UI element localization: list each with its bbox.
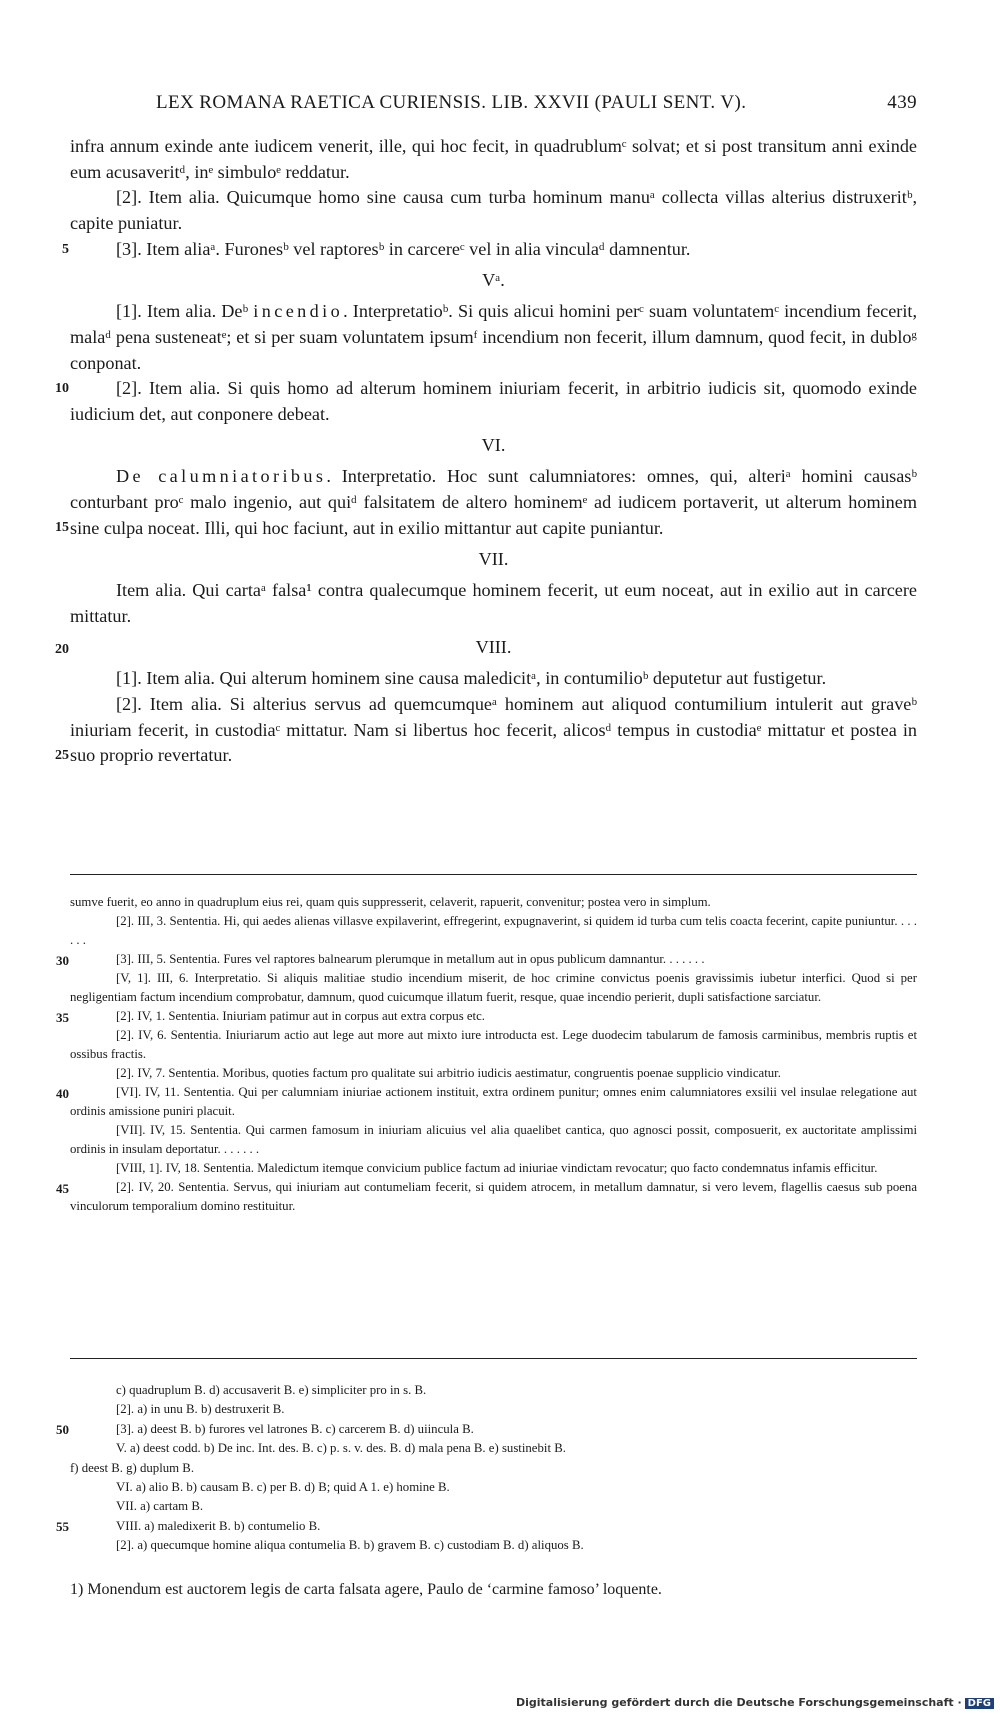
section-heading: VII. (478, 548, 509, 569)
line-number: 45 (56, 1181, 69, 1196)
paragraph: Item alia. Qui cartaᵃ falsa¹ contra qualecumque hominem fecerit, ut eum noceat, aut in exilio aut in carcere mittatur. (70, 580, 917, 626)
paragraph: 5 [3]. Item aliaᵃ. Furonesᵇ vel raptoresᵇ in carcereᶜ vel in alia vinculaᵈ damnentur. (70, 237, 917, 263)
paragraph: [1]. Item alia. Deᵇ incendio. Interpretatioᵇ. Si quis alicui homini perᶜ suam voluntatemᶜ incendium fecerit, malaᵈ pena susteneatᵉ; et si per suam voluntatem ipsumᶠ incendium non fecerit, illum damnum, quod fecit, in dubloᵍ conponat. (70, 301, 918, 373)
line-number: 35 (56, 1010, 69, 1025)
dfg-logo: DFG (965, 1698, 994, 1709)
line-number: 5 (62, 241, 69, 257)
apparatus-line: 50 [3]. a) deest B. b) furores vel latrones B. c) carcerem B. d) uiincula B. (70, 1420, 917, 1439)
running-header (70, 92, 917, 116)
line-number: 15 (55, 520, 69, 536)
section-heading: Vᵃ. (482, 269, 505, 290)
note: 35 [2]. IV, 1. Sententia. Iniuriam patimur aut in corpus aut extra corpus etc. (70, 1007, 917, 1026)
note: [2]. IV, 6. Sententia. Iniuriarum actio aut lege aut more aut mixto iure introducta est. Lege duodecim tabularum de famosis carminibus, membris ruptis et ossibus fractis. (70, 1028, 917, 1061)
note: [VII]. IV, 15. Sententia. Qui carmen famosum in iniuriam alicuius vel alia quaelibet cantica, quo agnosci possit, composuerit, ex auctoritate amplissimi ordinis in insulam deportatur. . . . . . . (70, 1123, 917, 1156)
paragraph: 10 [2]. Item alia. Si quis homo ad alterum hominem iniuriam fecerit, in arbitrio iudicis sit, quomodo exinde iudicium det, aut conponere debeat. (70, 376, 917, 427)
main-text (55, 134, 918, 769)
line-number: 10 (55, 381, 69, 397)
note: [VIII, 1]. IV, 18. Sententia. Maledictum itemque convicium publice factum ad iniuriae vindictam revocatur; quo facto condemnatus infamis efficitur. 45 (70, 1159, 917, 1178)
critical-apparatus (56, 1381, 917, 1556)
apparatus-line: V. a) deest codd. b) De inc. Int. des. B. c) p. s. v. des. B. d) mala pena B. e) sustinebit B. (116, 1441, 566, 1456)
apparatus-line: [2]. a) quecumque homine aliqua contumelia B. b) gravem B. c) custodiam B. d) aliquos B. (116, 1538, 584, 1553)
line-number: 30 (56, 953, 69, 968)
digitization-credit (516, 1696, 994, 1709)
paragraph: [2]. Item alia. Quicumque homo sine causa cum turba hominum manuᵃ collecta villas alterius distruxeritᵇ, capite puniatur. (70, 187, 917, 234)
note: [2]. IV, 20. Sententia. Servus, qui iniuriam aut contumeliam fecerit, si quidem atrocem, in metallum damnatur, si vero levem, flagellis caesus sub poena vinculorum temporalium domino restituitur. (70, 1180, 917, 1213)
line-number: 20 (55, 641, 69, 657)
apparatus-line: VI. a) alio B. b) causam B. c) per B. d) B; quid A 1. e) homine B. (116, 1480, 450, 1495)
line-number: 25 (55, 748, 69, 764)
note: [V, 1]. III, 6. Interpretatio. Si aliquis malitiae studio incendium miserit, de hoc crimine convictus poenis gravissimis iubetur interfici. Quod si per negligentiam factum incendium comprobatur, damnum, quod cuicumque illatum fuerit, resque, quae incendio perierit, dupli satisfactione sarciatur. (70, 971, 917, 1004)
divider (70, 874, 917, 875)
section-heading: VI. (481, 434, 506, 455)
apparatus-line: 55 VIII. a) maledixerit B. b) contumelio B. (70, 1517, 917, 1536)
line-number: 40 (56, 1086, 69, 1101)
running-title: LEX ROMANA RAETICA CURIENSIS. LIB. XXVII (PAULI SENT. V). (156, 92, 747, 113)
page-number: 439 (887, 92, 917, 113)
paragraph: infra annum exinde ante iudicem venerit, ille, qui hoc fecit, in quadrublumᶜ solvat; et si post transitum anni exinde eum acusaveritᵈ, inᵉ simbuloᵉ reddatur. (70, 136, 917, 182)
divider (70, 1358, 917, 1359)
note: 40 [VI]. IV, 11. Sententia. Qui per calumniam iniuriae actionem instituit, extra ordinem punitur; omnes enim calumniatores exsilii vel insulae relegatione aut ordinis amissione puniri placuit. (70, 1083, 917, 1121)
line-number: 50 (56, 1421, 69, 1437)
apparatus-line: [2]. a) in unu B. b) destruxerit B. (116, 1402, 285, 1417)
section-heading: 20 VIII. (70, 635, 917, 661)
note: sumve fuerit, eo anno in quadruplum eius rei, quam quis suppresserit, celaverit, rapuerit, convenitur; postea vero in simplum. (70, 895, 711, 909)
paragraph: [1]. Item alia. Qui alterum hominem sine causa maledicitᵃ, in contumilioᵇ deputetur aut fustigetur. (116, 668, 827, 689)
line-number: 55 (56, 1518, 69, 1534)
apparatus-line: VII. a) cartam B. (116, 1499, 204, 1514)
note: [2]. IV, 7. Sententia. Moribus, quoties factum pro qualitate sui arbitrio iudicis aestimatur, congruentis poenae supplicio vindicatur. (116, 1066, 781, 1080)
source-notes (56, 893, 917, 1216)
paragraph: De calumniatoribus. Interpretatio. Hoc sunt calumniatores: omnes, qui, alteriᵃ homini causasᵇ conturbant proᶜ malo ingenio, aut quiᵈ falsitatem de altero hominemᵉ ad iudicem portaverit, ut alterum hominem sine culpa noceat. Illi, qui hoc faciunt, aut in exilio mittantur aut capite puniantur. 15 (70, 464, 917, 541)
apparatus-line: c) quadruplum B. d) accusaverit B. e) simpliciter pro in s. B. (116, 1383, 427, 1397)
credit-text: Digitalisierung gefördert durch die Deutsche Forschungsgemeinschaft · (515, 1696, 962, 1709)
apparatus-line: f) deest B. g) duplum B. (70, 1460, 195, 1475)
paragraph: [2]. Item alia. Si alterius servus ad quemcumqueᵃ hominem aut aliquod contumilium intulerit aut graveᵇ iniuriam fecerit, in custodiaᶜ mittatur. Nam si libertus hoc fecerit, alicosᵈ tempus in custodiaᵉ mittatur et postea in suo proprio revertatur. 25 (70, 692, 917, 769)
note: 30 [3]. III, 5. Sententia. Fures vel raptores balnearum plerumque in metallum aut in opus publicum damnantur. . . . . . . (70, 950, 917, 969)
note: [2]. III, 3. Sententia. Hi, qui aedes alienas villasve expilaverint, effregerint, expugnaverint, si quidem id turba cum telis coacta fecerint, capite puniuntur. . . . . . . (70, 914, 917, 947)
footnote: 1) Monendum est auctorem legis de carta falsata agere, Paulo de ‘carmine famoso’ loquente. (70, 1581, 662, 1598)
